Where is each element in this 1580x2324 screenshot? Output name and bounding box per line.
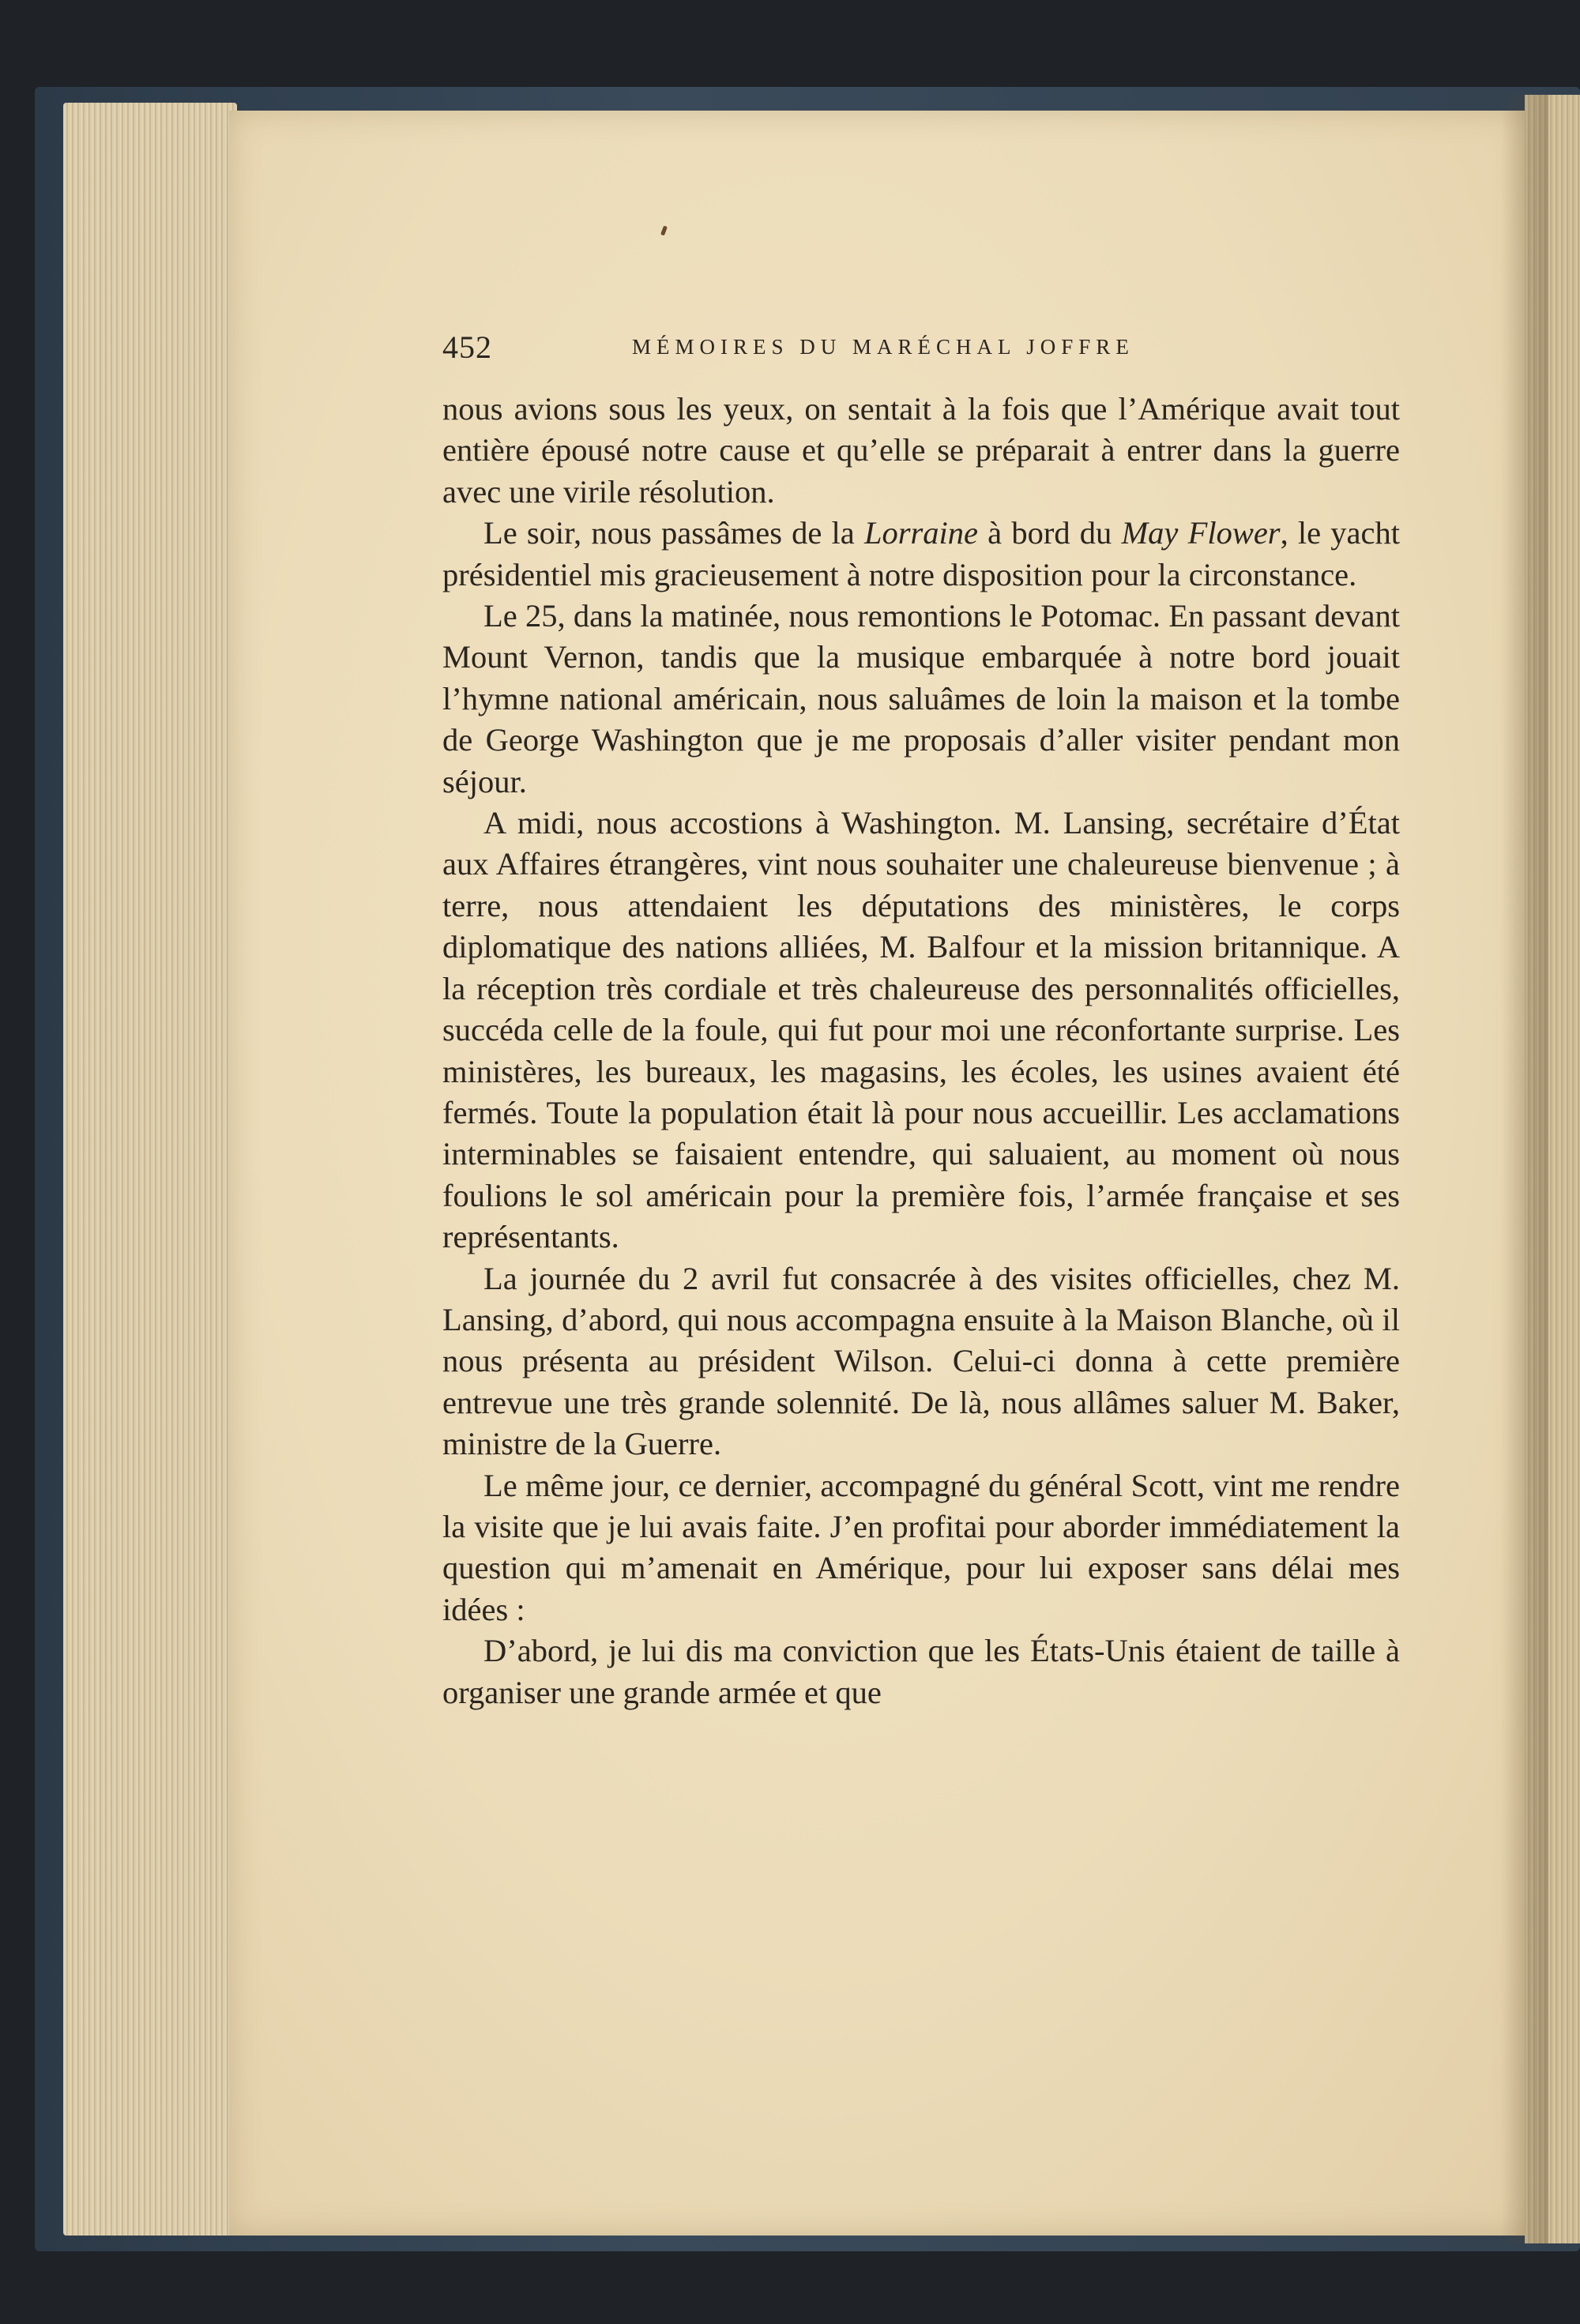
- ship-name-lorraine: Lorraine: [863, 515, 978, 551]
- paragraph-2-text-middle: à bord du: [978, 515, 1122, 551]
- running-title: MÉMOIRES DU MARÉCHAL JOFFRE: [632, 335, 1134, 359]
- paragraph-2: [442, 513, 1400, 596]
- page-number: 452: [442, 329, 492, 365]
- running-header: [442, 329, 1438, 376]
- yacht-name-may-flower: May Flower: [1121, 515, 1281, 551]
- paragraph-1: nous avions sous les yeux, on sentait à la fois que l’Amérique avait tout entière épousé notre cause et qu’elle se préparait à entrer dans la guerre avec une virile résolution.: [442, 391, 1400, 510]
- spine-shadow: [1501, 95, 1548, 2243]
- paragraph-6: Le même jour, ce dernier, accompagné du général Scott, vint me rendre la visite que je lui avais faite. J’en profitai pour aborder immédiatement la question qui m’amenait en Amérique, pour lui exposer sans délai mes idées :: [442, 1467, 1400, 1627]
- paragraph-7: D’abord, je lui dis ma conviction que les États-Unis étaient de taille à organiser une grande armée et que: [442, 1633, 1400, 1710]
- paragraph-2-text-after: , le yacht présidentiel mis gracieusement à notre disposition pour la circonstance.: [442, 515, 1400, 592]
- page-body: [442, 389, 1400, 1713]
- paragraph-4: A midi, nous accostions à Washington. M. Lansing, secrétaire d’État aux Affaires étrangères, vint nous souhaiter une chaleureuse bienvenue ; à terre, nous attendaient les députations des ministères, le corps diplomatique des nations alliées, M. Balfour et la mission britannique. A la réception très cordiale et très chaleureuse des personnalités officielles, succéda celle de la foule, qui fut pour moi une réconfortante surprise. Les ministères, les bureaux, les magasins, les écoles, les usines avaient été fermés. Toute la population était là pour nous accueillir. Les acclamations interminables se faisaient entendre, qui saluaient, au moment où nous foulions le sol américain pour la première fois, l’armée française et ses représentants.: [442, 805, 1400, 1255]
- paragraph-5: La journée du 2 avril fut consacrée à des visites officielles, chez M. Lansing, d’abord, qui nous accompagna ensuite à la Maison Blanche, où il nous présenta au président Wilson. Celui-ci donna à cette première entrevue une très grande solennité. De là, nous allâmes saluer M. Baker, ministre de la Guerre.: [442, 1260, 1400, 1462]
- paragraph-3: Le 25, dans la matinée, nous remontions le Potomac. En passant devant Mount Vernon, tandis que la musique embarquée à notre bord jouait l’hymne national américain, nous saluâmes de loin la maison et la tombe de George Washington que je me proposais d’aller visiter pendant mon séjour.: [442, 598, 1400, 799]
- paragraph-2-text-before: Le soir, nous passâmes de la: [483, 515, 864, 551]
- page-edges-left: [63, 103, 237, 2236]
